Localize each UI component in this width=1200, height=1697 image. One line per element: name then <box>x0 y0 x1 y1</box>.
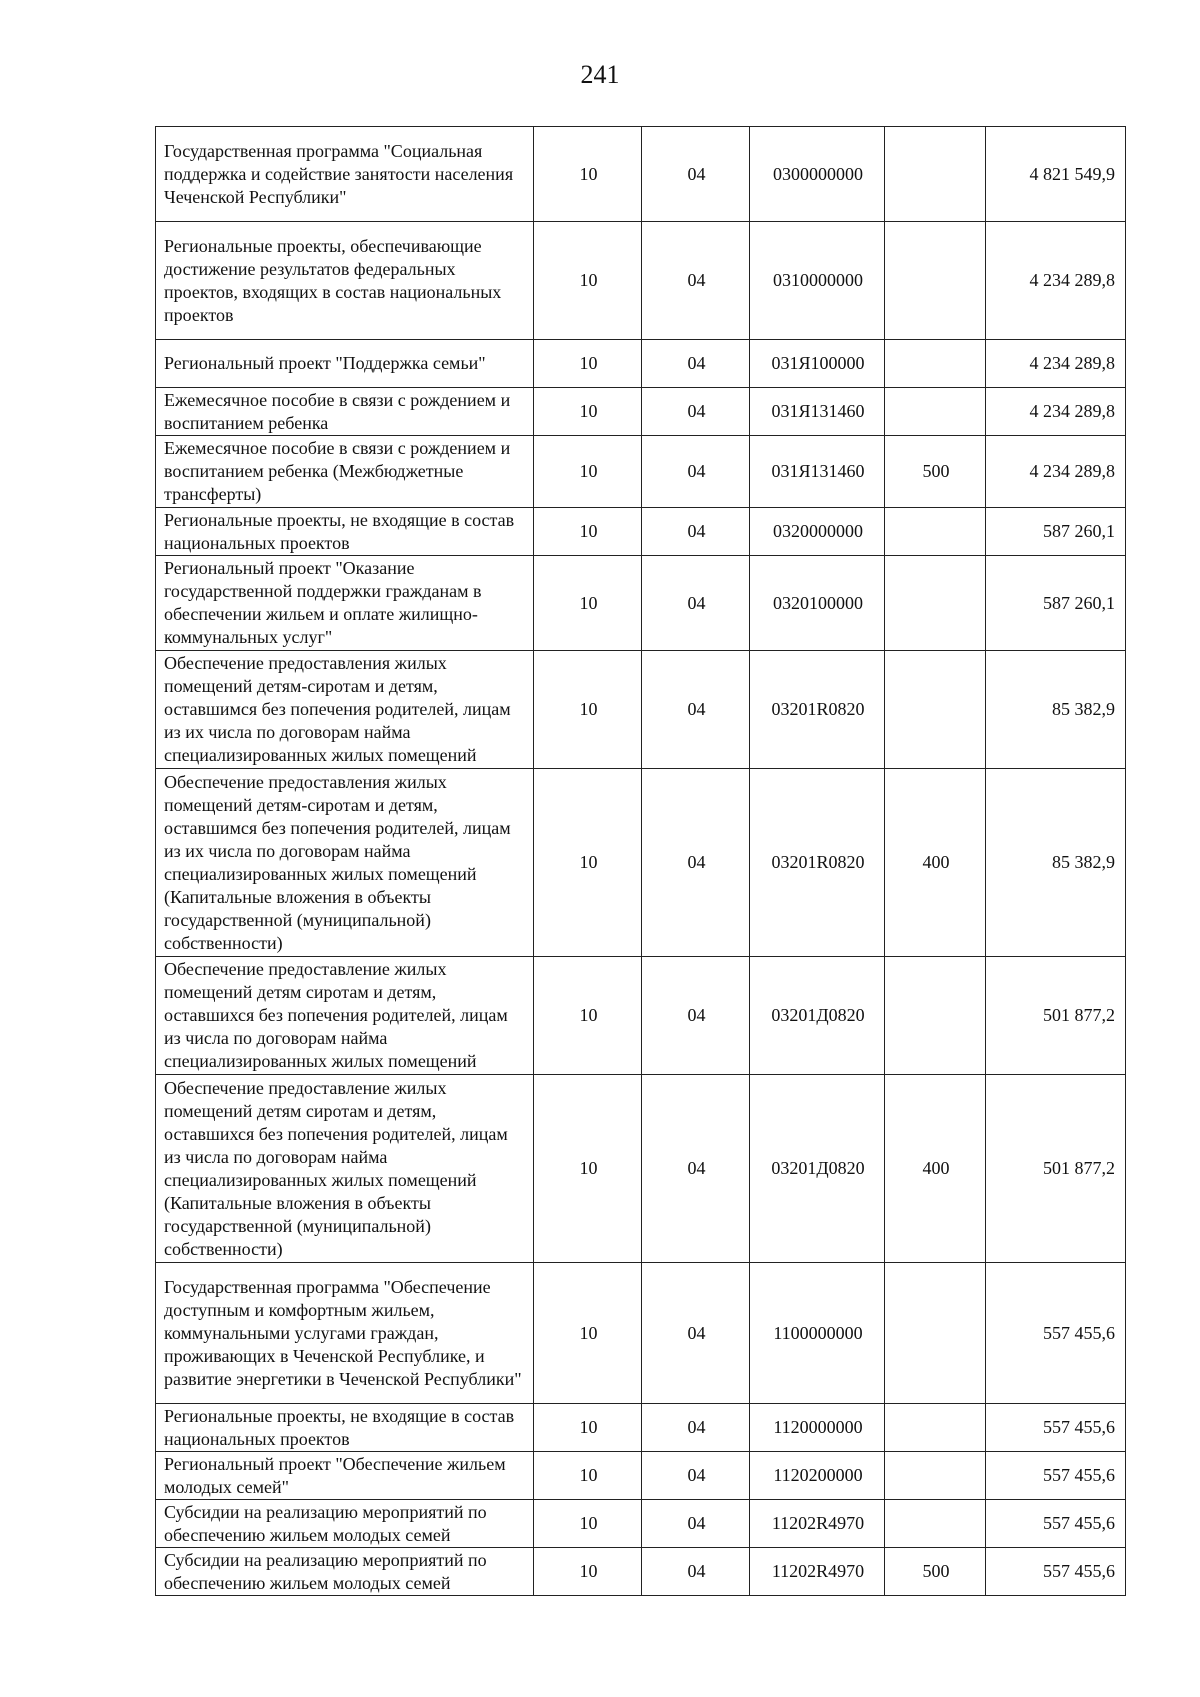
table-row <box>156 769 1126 957</box>
table-row <box>156 1452 1126 1500</box>
cell-name: Субсидии на реализацию мероприятий по обеспечению жильем молодых семей <box>156 1500 534 1548</box>
cell-subsection: 04 <box>642 1404 750 1452</box>
table-row <box>156 436 1126 508</box>
cell-expense-type <box>885 651 986 769</box>
cell-subsection: 04 <box>642 556 750 651</box>
table-row <box>156 556 1126 651</box>
cell-target-article: 031Я100000 <box>750 340 885 388</box>
cell-subsection: 04 <box>642 1075 750 1263</box>
cell-expense-type <box>885 127 986 222</box>
cell-section: 10 <box>534 340 642 388</box>
cell-expense-type: 400 <box>885 769 986 957</box>
cell-name: Субсидии на реализацию мероприятий по обеспечению жильем молодых семей <box>156 1548 534 1596</box>
table-row <box>156 222 1126 340</box>
cell-amount: 557 455,6 <box>986 1452 1126 1500</box>
cell-section: 10 <box>534 957 642 1075</box>
cell-section: 10 <box>534 1263 642 1404</box>
cell-expense-type: 500 <box>885 1548 986 1596</box>
cell-target-article: 031Я131460 <box>750 388 885 436</box>
cell-target-article: 11202R4970 <box>750 1500 885 1548</box>
cell-subsection: 04 <box>642 1263 750 1404</box>
cell-name: Обеспечение предоставления жилых помещений детям-сиротам и детям, оставшимся без попечения родителей, лицам из их числа по договорам найма специализированных жилых помещений (Капитальные вложения в объекты государственной (муниципальной) собственности) <box>156 769 534 957</box>
cell-name: Обеспечение предоставление жилых помещений детям сиротам и детям, оставшихся без попечения родителей, лицам из числа по договорам найма специализированных жилых помещений <box>156 957 534 1075</box>
cell-name: Региональный проект "Поддержка семьи" <box>156 340 534 388</box>
cell-name: Региональные проекты, не входящие в состав национальных проектов <box>156 1404 534 1452</box>
cell-section: 10 <box>534 769 642 957</box>
cell-subsection: 04 <box>642 508 750 556</box>
cell-expense-type <box>885 388 986 436</box>
cell-name: Региональные проекты, обеспечивающие достижение результатов федеральных проектов, входящих в состав национальных проектов <box>156 222 534 340</box>
cell-section: 10 <box>534 127 642 222</box>
cell-section: 10 <box>534 1452 642 1500</box>
cell-target-article: 03201Д0820 <box>750 1075 885 1263</box>
cell-subsection: 04 <box>642 388 750 436</box>
cell-subsection: 04 <box>642 127 750 222</box>
cell-target-article: 0320000000 <box>750 508 885 556</box>
cell-section: 10 <box>534 222 642 340</box>
cell-section: 10 <box>534 651 642 769</box>
cell-target-article: 03201Д0820 <box>750 957 885 1075</box>
cell-expense-type <box>885 957 986 1075</box>
table-row <box>156 388 1126 436</box>
cell-name: Региональный проект "Оказание государственной поддержки гражданам в обеспечении жильем и оплате жилищно-коммунальных услуг" <box>156 556 534 651</box>
cell-expense-type <box>885 1404 986 1452</box>
cell-expense-type: 500 <box>885 436 986 508</box>
cell-expense-type <box>885 508 986 556</box>
cell-subsection: 04 <box>642 1452 750 1500</box>
cell-expense-type <box>885 1263 986 1404</box>
cell-amount: 557 455,6 <box>986 1404 1126 1452</box>
cell-subsection: 04 <box>642 957 750 1075</box>
table-row <box>156 508 1126 556</box>
cell-section: 10 <box>534 1404 642 1452</box>
cell-name: Обеспечение предоставление жилых помещений детям сиротам и детям, оставшихся без попечения родителей, лицам из числа по договорам найма специализированных жилых помещений (Капитальные вложения в объекты государственной (муниципальной) собственности) <box>156 1075 534 1263</box>
cell-name: Ежемесячное пособие в связи с рождением и воспитанием ребенка <box>156 388 534 436</box>
cell-section: 10 <box>534 1548 642 1596</box>
cell-name: Государственная программа "Социальная поддержка и содействие занятости населения Чеченской Республики" <box>156 127 534 222</box>
cell-name: Ежемесячное пособие в связи с рождением и воспитанием ребенка (Межбюджетные трансферты) <box>156 436 534 508</box>
cell-target-article: 0300000000 <box>750 127 885 222</box>
cell-name: Государственная программа "Обеспечение доступным и комфортным жильем, коммунальными услугами граждан, проживающих в Чеченской Республике, и развитие энергетики в Чеченской Республики" <box>156 1263 534 1404</box>
cell-target-article: 031Я131460 <box>750 436 885 508</box>
cell-subsection: 04 <box>642 651 750 769</box>
cell-name: Региональные проекты, не входящие в состав национальных проектов <box>156 508 534 556</box>
cell-section: 10 <box>534 508 642 556</box>
cell-amount: 4 234 289,8 <box>986 388 1126 436</box>
cell-target-article: 1120000000 <box>750 1404 885 1452</box>
cell-section: 10 <box>534 388 642 436</box>
cell-amount: 4 234 289,8 <box>986 340 1126 388</box>
budget-table <box>155 126 1126 1596</box>
cell-amount: 501 877,2 <box>986 957 1126 1075</box>
table-row <box>156 1500 1126 1548</box>
cell-subsection: 04 <box>642 1548 750 1596</box>
cell-target-article: 1120200000 <box>750 1452 885 1500</box>
cell-expense-type <box>885 1452 986 1500</box>
cell-subsection: 04 <box>642 436 750 508</box>
cell-target-article: 0320100000 <box>750 556 885 651</box>
cell-expense-type <box>885 556 986 651</box>
cell-expense-type <box>885 222 986 340</box>
cell-subsection: 04 <box>642 222 750 340</box>
cell-expense-type <box>885 340 986 388</box>
cell-name: Обеспечение предоставления жилых помещений детям-сиротам и детям, оставшимся без попечения родителей, лицам из их числа по договорам найма специализированных жилых помещений <box>156 651 534 769</box>
cell-amount: 501 877,2 <box>986 1075 1126 1263</box>
budget-table-body <box>156 127 1126 1596</box>
cell-section: 10 <box>534 556 642 651</box>
table-row <box>156 340 1126 388</box>
cell-target-article: 03201R0820 <box>750 651 885 769</box>
cell-amount: 4 234 289,8 <box>986 222 1126 340</box>
cell-amount: 587 260,1 <box>986 556 1126 651</box>
cell-expense-type: 400 <box>885 1075 986 1263</box>
page-number: 241 <box>580 60 620 89</box>
cell-subsection: 04 <box>642 340 750 388</box>
cell-target-article: 0310000000 <box>750 222 885 340</box>
cell-amount: 557 455,6 <box>986 1500 1126 1548</box>
cell-target-article: 1100000000 <box>750 1263 885 1404</box>
cell-amount: 4 234 289,8 <box>986 436 1126 508</box>
table-row <box>156 957 1126 1075</box>
cell-target-article: 11202R4970 <box>750 1548 885 1596</box>
cell-amount: 587 260,1 <box>986 508 1126 556</box>
cell-amount: 85 382,9 <box>986 769 1126 957</box>
cell-subsection: 04 <box>642 769 750 957</box>
cell-name: Региональный проект "Обеспечение жильем молодых семей" <box>156 1452 534 1500</box>
table-row <box>156 651 1126 769</box>
cell-section: 10 <box>534 1075 642 1263</box>
table-row <box>156 1404 1126 1452</box>
cell-expense-type <box>885 1500 986 1548</box>
cell-target-article: 03201R0820 <box>750 769 885 957</box>
table-row <box>156 127 1126 222</box>
table-row <box>156 1263 1126 1404</box>
table-row <box>156 1075 1126 1263</box>
cell-amount: 557 455,6 <box>986 1263 1126 1404</box>
cell-section: 10 <box>534 1500 642 1548</box>
cell-subsection: 04 <box>642 1500 750 1548</box>
cell-section: 10 <box>534 436 642 508</box>
cell-amount: 4 821 549,9 <box>986 127 1126 222</box>
table-row <box>156 1548 1126 1596</box>
cell-amount: 557 455,6 <box>986 1548 1126 1596</box>
cell-amount: 85 382,9 <box>986 651 1126 769</box>
